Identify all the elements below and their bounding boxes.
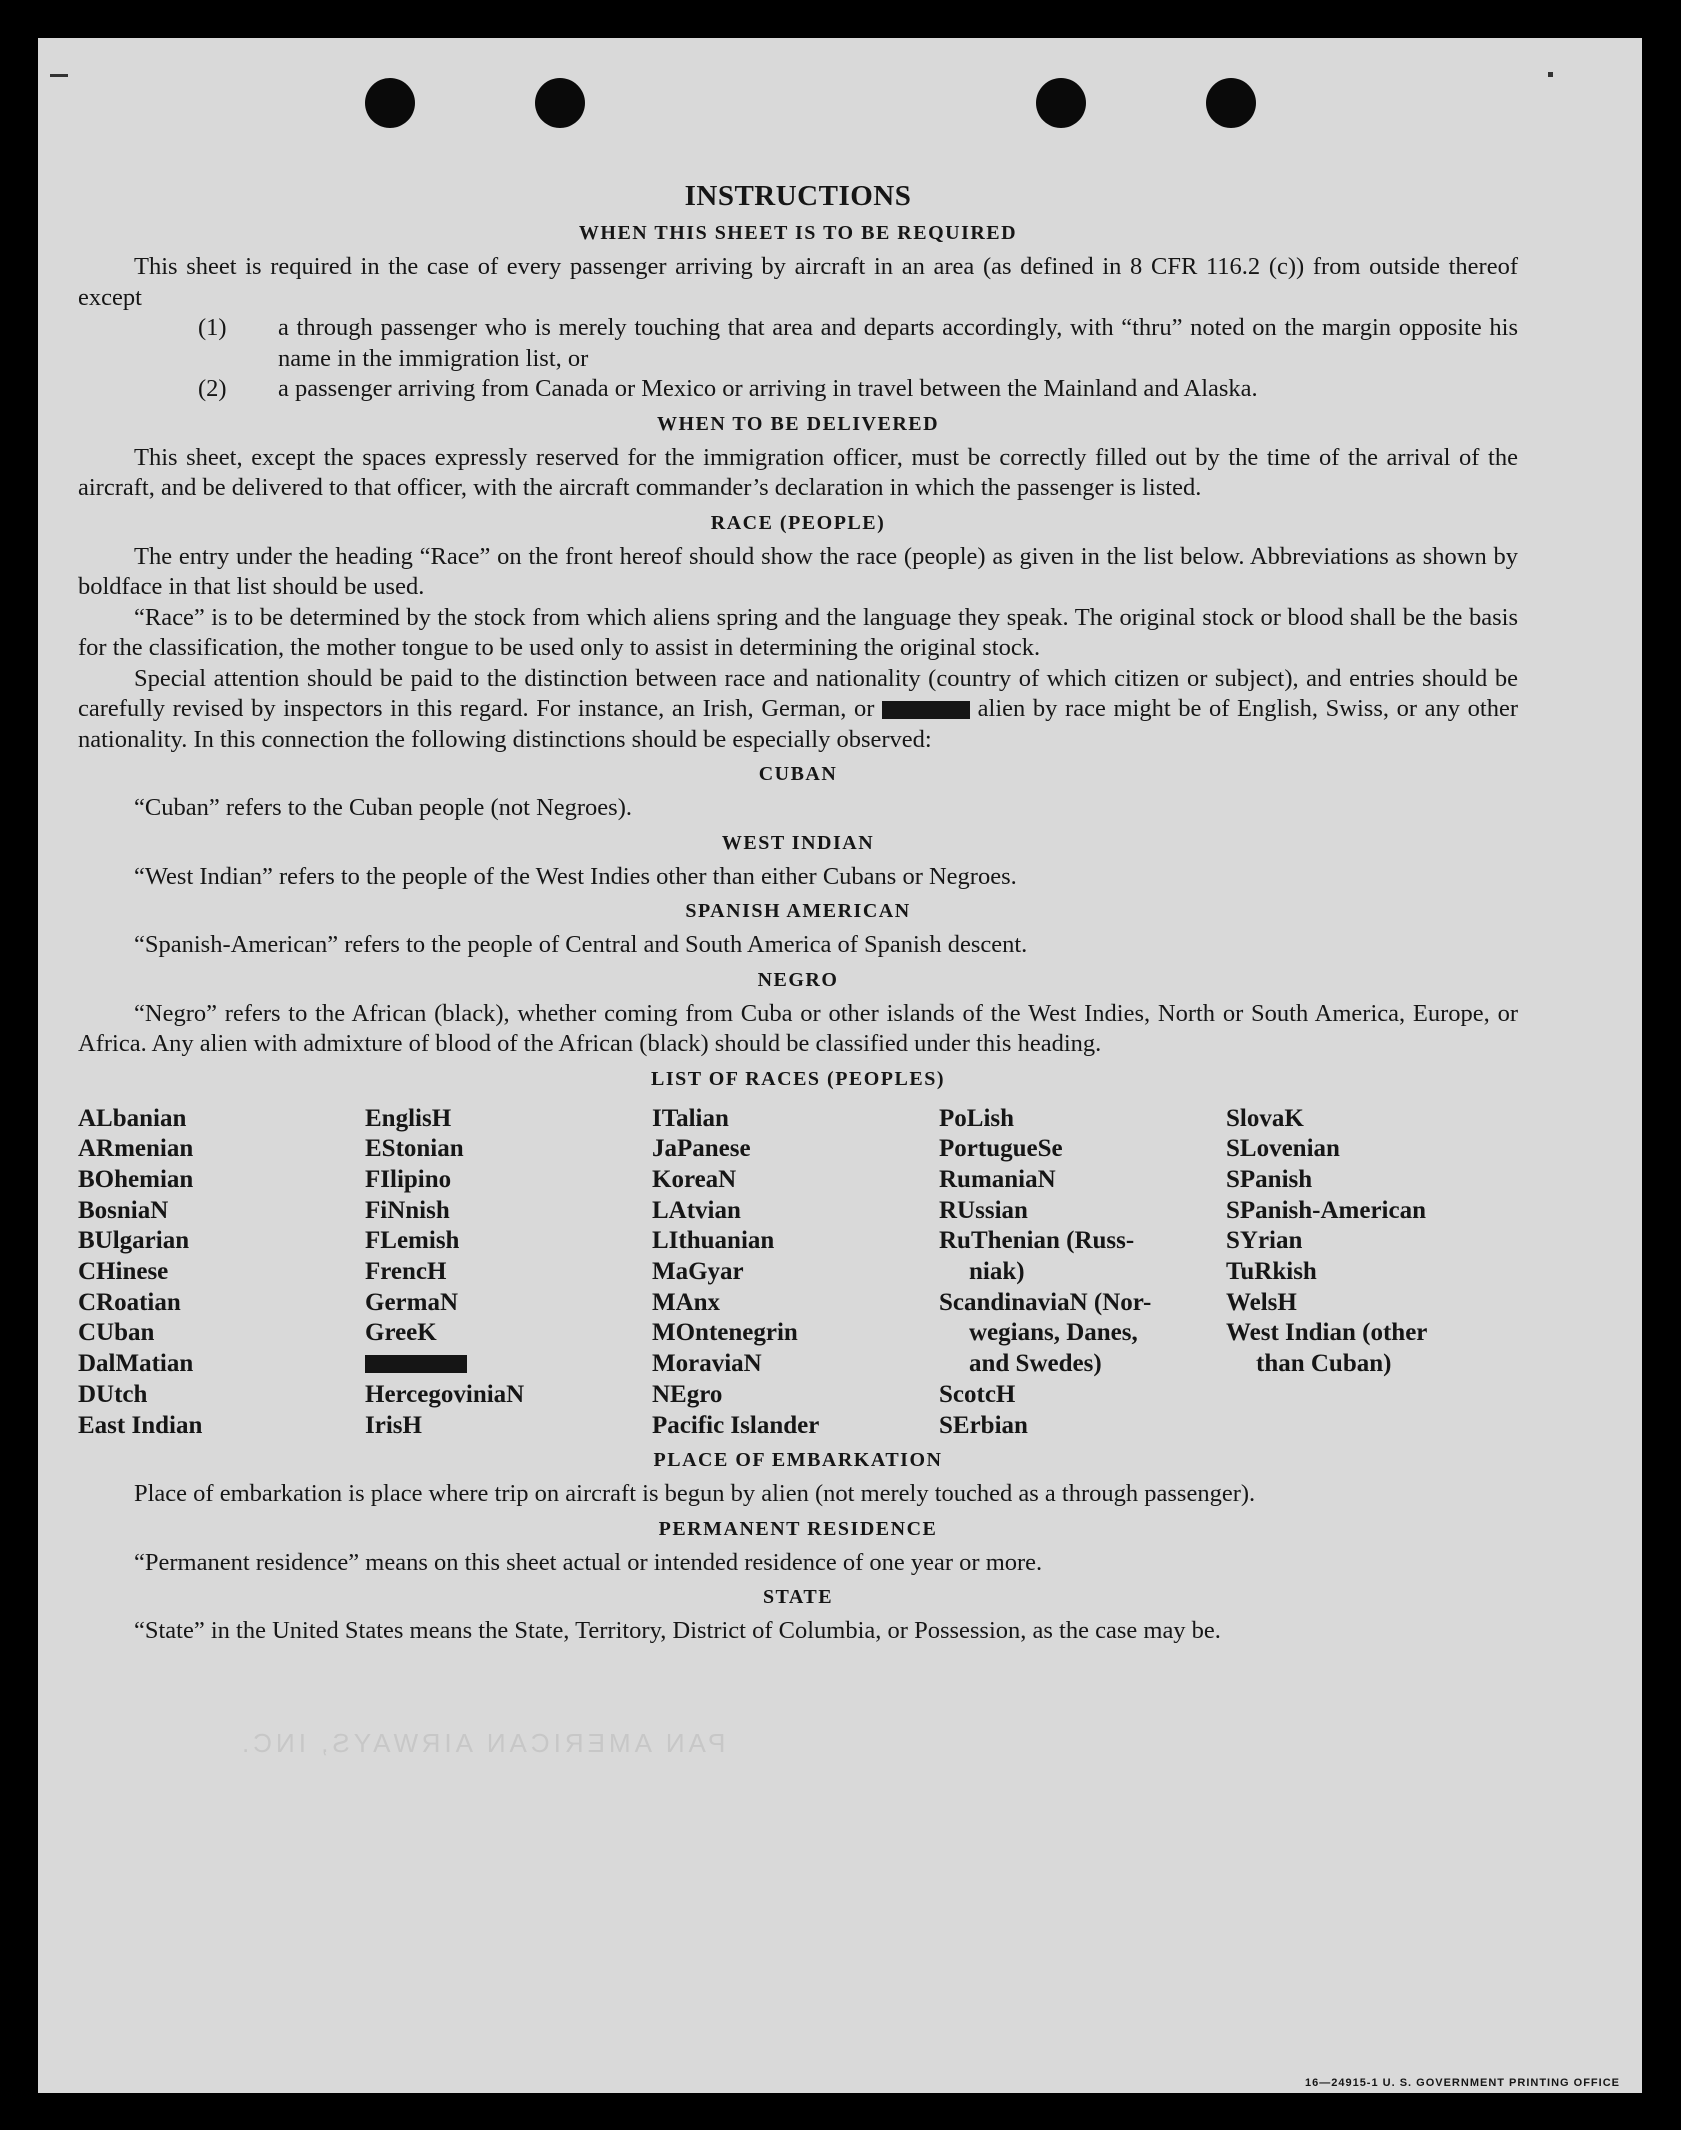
instructions-body (78, 178, 1518, 1647)
punch-hole (1206, 78, 1256, 128)
race-entry: MoraviaN (652, 1350, 762, 1378)
race-entry: than Cuban) (1256, 1350, 1392, 1378)
race-entry: ScandinaviaN (Nor- (939, 1288, 1152, 1316)
item-text: a through passenger who is merely touching that area and departs accordingly, with “thru” noted on the margin opposite his name in the immigration list, or (278, 314, 1518, 372)
paragraph: “West Indian” refers to the people of the West Indies other than either Cubans or Negroes. (134, 862, 1017, 890)
race-entry: wegians, Danes, (969, 1319, 1138, 1347)
speck (50, 74, 68, 77)
race-entry: NEgro (652, 1380, 723, 1408)
paragraph: “Cuban” refers to the Cuban people (not Negroes). (134, 794, 632, 821)
race-entry: SlovaK (1226, 1104, 1304, 1132)
race-entry: West Indian (other (1226, 1319, 1428, 1347)
race-entry: EnglisH (365, 1104, 452, 1132)
section-heading: WHEN TO BE DELIVERED (656, 412, 940, 435)
speck (1548, 72, 1553, 77)
race-entry: DUtch (78, 1380, 148, 1408)
document-sheet (38, 38, 1642, 2093)
list-item (198, 313, 1518, 374)
printer-code: 16—24915-1 U. S. GOVERNMENT PRINTING OFFICE (1304, 2077, 1620, 2089)
race-entry (365, 1349, 652, 1380)
punch-hole (535, 78, 585, 128)
race-entry: ALbanian (78, 1104, 187, 1132)
race-entry: LAtvian (652, 1196, 741, 1224)
race-entry: ScotcH (939, 1380, 1016, 1408)
race-entry: WelsH (1226, 1288, 1297, 1316)
race-entry: MaGyar (652, 1258, 744, 1286)
races-column (365, 1104, 652, 1442)
race-entry: JaPanese (652, 1135, 751, 1163)
race-entry: MOntenegrin (652, 1319, 798, 1347)
race-entry: SErbian (939, 1411, 1028, 1439)
paragraph: “Spanish-American” refers to the people of Central and South America of Spanish descent. (134, 931, 1028, 958)
race-entry: GermaN (365, 1288, 459, 1316)
races-column (1226, 1104, 1518, 1442)
race-entry: SPanish-American (1226, 1196, 1426, 1224)
races-column (652, 1104, 939, 1442)
races-column (939, 1104, 1226, 1442)
page-title: INSTRUCTIONS (684, 180, 912, 212)
race-entry: GreeK (365, 1319, 437, 1347)
race-entry: BOhemian (78, 1165, 194, 1193)
race-entry: PoLish (939, 1104, 1015, 1132)
race-entry: FiNnish (365, 1196, 450, 1224)
item-number: (2) (198, 375, 227, 402)
section-heading: CUBAN (758, 763, 838, 785)
race-entry: BUlgarian (78, 1227, 190, 1255)
section-heading: LIST OF RACES (PEOPLES) (650, 1067, 945, 1090)
punch-hole (1036, 78, 1086, 128)
race-entry: MAnx (652, 1288, 721, 1316)
race-entry: BosniaN (78, 1196, 169, 1224)
race-entry: SPanish (1226, 1165, 1313, 1193)
section-heading: SPANISH AMERICAN (685, 900, 911, 922)
race-entry: FIlipino (365, 1165, 452, 1193)
race-entry: and Swedes) (969, 1350, 1102, 1378)
race-entry: RUssian (939, 1196, 1028, 1224)
item-text: a passenger arriving from Canada or Mexico or arriving in travel between the Mainland and Alaska. (278, 375, 1258, 402)
race-entry: DalMatian (78, 1350, 194, 1378)
race-entry: RuThenian (Russ- (939, 1227, 1135, 1255)
paragraph-part: Special attention should be paid to the distinction between race and nationality (country of which citizen or subject), and entries should be carefully revised by inspectors in this regard. For instance, an Irish, German, or (78, 664, 1518, 722)
race-entry: FrencH (365, 1258, 447, 1286)
section-heading: NEGRO (757, 968, 839, 991)
race-entry: CRoatian (78, 1288, 181, 1316)
paragraph: Place of embarkation is place where trip on aircraft is begun by alien (not merely touched as a through passenger). (134, 1480, 1256, 1508)
paragraph (78, 664, 1518, 756)
race-entry: CUban (78, 1319, 155, 1347)
race-entry: Pacific Islander (652, 1411, 820, 1439)
paragraph: “Negro” refers to the African (black), whether coming from Cuba or other islands of the West Indies, North or South America, Europe, or Africa. Any alien with admixture of blood of the African (black) should be classified under this heading. (78, 999, 1518, 1057)
list-item (198, 374, 1518, 405)
race-entry: TuRkish (1226, 1258, 1317, 1286)
paragraph: The entry under the heading “Race” on the front hereof should show the race (people) as given in the list below. Abbreviations as shown by boldface in that list should be used. (78, 542, 1518, 600)
paragraph: “State” in the United States means the State, Territory, District of Columbia, or Possession, as the case may be. (134, 1617, 1221, 1645)
section-heading: WHEN THIS SHEET IS TO BE REQUIRED (578, 222, 1018, 244)
section-heading: STATE (762, 1586, 834, 1609)
redaction-mark (882, 701, 970, 719)
race-entry: KoreaN (652, 1165, 737, 1193)
paragraph: “Permanent residence” means on this sheet actual or intended residence of one year or more. (134, 1548, 1043, 1576)
race-entry: LIthuanian (652, 1227, 775, 1255)
paragraph: “Race” is to be determined by the stock from which aliens spring and the language they speak. The original stock or blood shall be the basis for the classification, the mother tongue to be used only to assist in determining the original stock. (78, 603, 1518, 661)
race-entry: HercegoviniaN (365, 1380, 525, 1408)
race-entry: niak) (969, 1258, 1025, 1286)
faint-stamp: PAN AMERICAN AIRWAYS, INC. (238, 1728, 726, 1758)
punch-hole (365, 78, 415, 128)
section-heading: PERMANENT RESIDENCE (658, 1517, 938, 1540)
section-heading: PLACE OF EMBARKATION (653, 1449, 943, 1472)
section-heading: WEST INDIAN (721, 831, 875, 854)
races-column (78, 1104, 365, 1442)
race-entry: CHinese (78, 1258, 169, 1286)
race-entry: EStonian (365, 1135, 464, 1163)
race-entry: FLemish (365, 1227, 460, 1255)
item-number: (1) (198, 314, 227, 341)
race-entry: PortugueSe (939, 1135, 1063, 1163)
race-entry: SLovenian (1226, 1135, 1340, 1163)
paragraph: This sheet is required in the case of every passenger arriving by aircraft in an area (as defined in 8 CFR 116.2 (c)) from outside thereof except (78, 253, 1518, 311)
race-entry: IrisH (365, 1411, 422, 1439)
race-entry: ARmenian (78, 1135, 194, 1163)
section-heading: RACE (PEOPLE) (710, 511, 886, 534)
race-entry: ITalian (652, 1104, 729, 1132)
redaction-mark (365, 1355, 467, 1373)
race-entry: East Indian (78, 1411, 203, 1439)
races-list (78, 1104, 1518, 1442)
paragraph-part: alien by race might be of English, Swiss, or any other nationality. In this connection the following distinctions should be especially observed: (78, 695, 1519, 753)
race-entry: SYrian (1226, 1227, 1303, 1255)
race-entry: RumaniaN (939, 1165, 1056, 1193)
paragraph: This sheet, except the spaces expressly reserved for the immigration officer, must be correctly filled out by the time of the arrival of the aircraft, and be delivered to that officer, with the aircraft commander’s declaration in which the passenger is listed. (78, 443, 1518, 501)
